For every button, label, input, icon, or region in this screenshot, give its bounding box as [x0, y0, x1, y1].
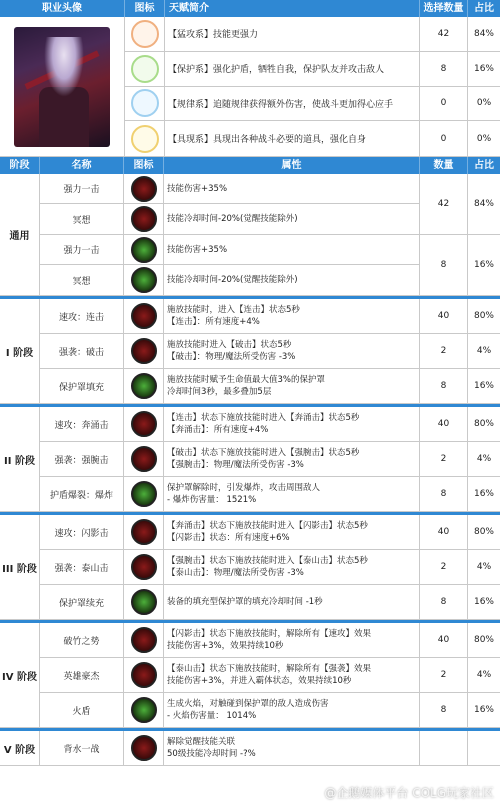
class-portrait — [14, 27, 110, 147]
attr-line: 【奔涌击】：所有速度+4% — [167, 425, 269, 435]
skill-name: 强力一击 — [40, 174, 124, 203]
header-talent-intro: 天赋简介 — [165, 0, 420, 17]
skill-group — [40, 334, 500, 369]
stage-label: IV 阶段 — [0, 623, 40, 727]
skill-row — [40, 265, 420, 295]
red-skill-icon — [131, 627, 157, 653]
skill-icon-cell — [124, 235, 164, 264]
attr-line: - 爆炸伤害量： 1521% — [167, 495, 257, 505]
skill-name: 速攻：奔涌击 — [40, 407, 124, 441]
skill-attr — [164, 477, 420, 511]
attr-line: 【破击】：物理/魔法所受伤害 -3% — [167, 352, 296, 362]
skill-name: 强力一击 — [40, 235, 124, 264]
skill-name: 保护罩续充 — [40, 585, 124, 619]
skill-attr — [164, 693, 420, 727]
skill-row — [40, 442, 420, 476]
skill-group — [40, 623, 500, 658]
skill-icon-cell — [124, 585, 164, 619]
skill-group — [40, 515, 500, 550]
skill-row — [40, 550, 420, 584]
header-icon: 图标 — [125, 0, 165, 17]
stage-label: III 阶段 — [0, 515, 40, 619]
talent-icon-manifest — [131, 125, 159, 153]
stage-block — [0, 407, 500, 512]
group-pct: 84% — [473, 199, 494, 209]
skill-row — [40, 731, 420, 765]
group-count: 8 — [420, 693, 468, 727]
header-portrait: 职业头像 — [0, 0, 125, 17]
talent-icon-cell — [125, 17, 165, 51]
skill-group — [40, 550, 500, 585]
skill-name: 强袭：强腕击 — [40, 442, 124, 476]
talent-row — [125, 52, 500, 87]
skill-group — [40, 235, 500, 295]
skill-row — [40, 369, 420, 403]
skill-group — [40, 477, 500, 511]
skill-name: 破竹之势 — [40, 623, 124, 657]
skill-attr — [164, 204, 420, 234]
red-skill-icon — [131, 411, 157, 437]
watermark: @企鹅媒体平台 COLG玩家社区 — [324, 786, 494, 800]
skill-row — [40, 515, 420, 549]
group-count: 2 — [420, 442, 468, 476]
attr-line: 保护罩解除时，引发爆炸，攻击周围敌人 — [167, 483, 321, 493]
group-count: 40 — [420, 299, 468, 333]
skill-icon-cell — [124, 442, 164, 476]
attr-line: 【泰山击】状态下施放技能时，解除所有【强袭】效果 — [167, 664, 372, 674]
skill-attr — [164, 265, 420, 295]
skill-group — [40, 369, 500, 403]
skill-name: 速攻：连击 — [40, 299, 124, 333]
green-skill-icon — [131, 697, 157, 723]
group-pct: 16% — [473, 260, 494, 270]
talent-pct: 0% — [476, 98, 492, 109]
skill-attr — [164, 407, 420, 441]
talent-overview-table — [0, 0, 500, 157]
skill-icon-cell — [124, 658, 164, 692]
red-skill-icon — [131, 446, 157, 472]
stage-block — [0, 623, 500, 728]
skill-attr — [164, 550, 420, 584]
talent-pct: 84% — [473, 28, 494, 39]
skill-attr — [164, 515, 420, 549]
talent-table-header — [0, 0, 500, 17]
stage-block — [0, 299, 500, 404]
skill-group — [40, 585, 500, 619]
attr-line: 技能伤害+35% — [167, 244, 228, 255]
green-skill-icon — [131, 481, 157, 507]
group-count: 2 — [420, 550, 468, 584]
stage-label: 通用 — [0, 174, 40, 295]
talent-count: 42 — [420, 17, 468, 51]
attr-line: 【泰山击】：物理/魔法所受伤害 -3% — [167, 568, 304, 578]
skill-row — [40, 204, 420, 234]
stage-label: II 阶段 — [0, 407, 40, 511]
green-skill-icon — [131, 373, 157, 399]
stage-block — [0, 731, 500, 766]
skill-attr — [164, 369, 420, 403]
header-icon2: 图标 — [124, 157, 164, 174]
skill-attr — [164, 442, 420, 476]
talent-count: 0 — [420, 121, 468, 156]
skill-name: 强袭：破击 — [40, 334, 124, 368]
talent-count: 8 — [420, 52, 468, 86]
skill-name: 速攻：闪影击 — [40, 515, 124, 549]
skill-attr — [164, 623, 420, 657]
stage-label: V 阶段 — [0, 731, 40, 765]
attr-line: 装备的填充型保护罩的填充冷却时间 -1秒 — [167, 597, 323, 607]
header-count2: 数量 — [420, 157, 468, 174]
skill-icon-cell — [124, 623, 164, 657]
talent-row — [125, 87, 500, 122]
group-count: 8 — [420, 369, 468, 403]
attr-line: - 火焰伤害量： 1014% — [167, 711, 257, 721]
skill-name: 冥想 — [40, 204, 124, 234]
green-skill-icon — [131, 267, 157, 293]
attr-line: 解除觉醒技能关联 — [167, 737, 236, 747]
group-pct — [468, 731, 500, 765]
skill-row — [40, 235, 420, 265]
group-count — [420, 731, 468, 765]
skill-row — [40, 585, 420, 619]
group-pct: 80% — [473, 635, 494, 645]
skill-row — [40, 174, 420, 204]
group-pct: 80% — [473, 419, 494, 429]
red-skill-icon — [131, 735, 157, 761]
group-pct: 16% — [473, 489, 494, 499]
skill-attr — [164, 658, 420, 692]
skill-table — [0, 157, 500, 766]
skill-icon-cell — [124, 204, 164, 234]
skill-name: 火盾 — [40, 693, 124, 727]
talent-icon-protect — [131, 55, 159, 83]
attr-line: 【奔涌击】状态下施放技能时进入【闪影击】状态5秒 — [167, 521, 368, 531]
attr-line: 施放技能时进入【破击】状态5秒 — [167, 340, 292, 350]
talent-desc: 【保护系】强化护盾，牺牲自我，保护队友并攻击敌人 — [165, 52, 420, 86]
group-count: 8 — [420, 477, 468, 511]
attr-line: 生成火焰，对触碰到保护罩的敌人造成伤害 — [167, 699, 329, 709]
group-pct: 80% — [473, 311, 494, 321]
skill-group — [40, 693, 500, 727]
skill-group — [40, 299, 500, 334]
skill-icon-cell — [124, 550, 164, 584]
skill-table-header — [0, 157, 500, 174]
skill-icon-cell — [124, 369, 164, 403]
attr-line: 【强腕击】状态下施放技能时进入【泰山击】状态5秒 — [167, 556, 368, 566]
skill-attr — [164, 299, 420, 333]
attr-line: 【连击】：所有速度+4% — [167, 317, 260, 327]
skill-group — [40, 731, 500, 765]
talent-icon-cell — [125, 121, 165, 156]
skill-name: 强袭：泰山击 — [40, 550, 124, 584]
talent-icon-assault — [131, 20, 159, 48]
header-name: 名称 — [40, 157, 124, 174]
talent-desc: 【规律系】追随规律获得额外伤害，使战斗更加得心应手 — [165, 87, 420, 121]
talent-row — [125, 121, 500, 156]
attr-line: 【连击】状态下施放技能时进入【奔涌击】状态5秒 — [167, 413, 360, 423]
skill-attr — [164, 174, 420, 203]
group-count: 2 — [420, 334, 468, 368]
header-count: 选择数量 — [420, 0, 468, 17]
stage-block — [0, 174, 500, 296]
red-skill-icon — [131, 554, 157, 580]
talent-count: 0 — [420, 87, 468, 121]
talent-row — [125, 17, 500, 52]
group-pct: 80% — [473, 527, 494, 537]
red-skill-icon — [131, 662, 157, 688]
header-attr: 属性 — [164, 157, 420, 174]
red-skill-icon — [131, 303, 157, 329]
group-pct: 16% — [473, 705, 494, 715]
skill-group — [40, 658, 500, 693]
green-skill-icon — [131, 237, 157, 263]
header-pct2: 占比 — [474, 160, 494, 171]
group-count: 40 — [420, 407, 468, 441]
talent-icon-cell — [125, 87, 165, 121]
skill-row — [40, 407, 420, 441]
attr-line: 施放技能时，进入【连击】状态5秒 — [167, 305, 300, 315]
talent-icon-cell — [125, 52, 165, 86]
skill-icon-cell — [124, 731, 164, 765]
skill-name: 英雄豪杰 — [40, 658, 124, 692]
skill-attr — [164, 585, 420, 619]
attr-line: 冷却时间3秒，最多叠加5层 — [167, 387, 272, 397]
skill-row — [40, 299, 420, 333]
attr-line: 技能冷却时间-20%(觉醒技能除外) — [167, 275, 298, 285]
group-pct: 4% — [476, 454, 492, 464]
group-count: 42 — [420, 174, 468, 234]
attr-line: 施放技能时赋予生命值最大值3%的保护罩 — [167, 375, 325, 385]
attr-line: 【强腕击】：物理/魔法所受伤害 -3% — [167, 460, 304, 470]
skill-group — [40, 174, 500, 235]
attr-line: 技能冷却时间-20%(觉醒技能除外) — [167, 214, 298, 224]
red-skill-icon — [131, 519, 157, 545]
talent-pct: 16% — [473, 63, 494, 74]
attr-line: 【闪影击】状态：所有速度+6% — [167, 533, 290, 543]
stage-block — [0, 515, 500, 620]
attr-line: 技能伤害+3%，并进入霸体状态，效果持续10秒 — [167, 676, 352, 686]
skill-attr — [164, 235, 420, 264]
skill-icon-cell — [124, 299, 164, 333]
portrait-cell — [0, 17, 125, 156]
skill-icon-cell — [124, 693, 164, 727]
attr-line: 【闪影击】状态下施放技能时，解除所有【速攻】效果 — [167, 629, 372, 639]
skill-name: 保护罩填充 — [40, 369, 124, 403]
skill-row — [40, 334, 420, 368]
skill-row — [40, 693, 420, 727]
group-pct: 16% — [473, 381, 494, 391]
talent-desc: 【猛攻系】技能更强力 — [165, 17, 420, 51]
skill-icon-cell — [124, 174, 164, 203]
red-skill-icon — [131, 338, 157, 364]
group-pct: 16% — [473, 597, 494, 607]
group-count: 2 — [420, 658, 468, 692]
stage-label: I 阶段 — [0, 299, 40, 403]
skill-row — [40, 623, 420, 657]
group-count: 8 — [420, 235, 468, 295]
group-pct: 4% — [476, 670, 492, 680]
attr-line: 【破击】状态下施放技能时进入【强腕击】状态5秒 — [167, 448, 360, 458]
header-stage: 阶段 — [0, 157, 40, 174]
skill-name: 护盾爆裂：爆炸 — [40, 477, 124, 511]
talent-pct: 0% — [476, 133, 492, 144]
green-skill-icon — [131, 589, 157, 615]
red-skill-icon — [131, 176, 157, 202]
talent-icon-rule — [131, 89, 159, 117]
skill-name: 冥想 — [40, 265, 124, 295]
attr-line: 50级技能冷却时间 -?% — [167, 749, 256, 759]
skill-group — [40, 442, 500, 477]
skill-icon-cell — [124, 477, 164, 511]
red-skill-icon — [131, 206, 157, 232]
group-count: 40 — [420, 623, 468, 657]
attr-line: 技能伤害+35% — [167, 183, 228, 194]
talent-body — [0, 17, 500, 157]
skill-name: 背水一战 — [40, 731, 124, 765]
skill-icon-cell — [124, 407, 164, 441]
attr-line: 技能伤害+3%，效果持续10秒 — [167, 641, 284, 651]
group-count: 40 — [420, 515, 468, 549]
skill-row — [40, 477, 420, 511]
group-pct: 4% — [476, 346, 492, 356]
header-pct: 占比 — [474, 3, 494, 14]
skill-icon-cell — [124, 334, 164, 368]
skill-icon-cell — [124, 515, 164, 549]
skill-icon-cell — [124, 265, 164, 295]
skill-group — [40, 407, 500, 442]
skill-attr — [164, 334, 420, 368]
skill-attr — [164, 731, 420, 765]
skill-row — [40, 658, 420, 692]
group-count: 8 — [420, 585, 468, 619]
group-pct: 4% — [476, 562, 492, 572]
talent-desc: 【具现系】具现出各种战斗必要的道具，强化自身 — [165, 121, 420, 156]
